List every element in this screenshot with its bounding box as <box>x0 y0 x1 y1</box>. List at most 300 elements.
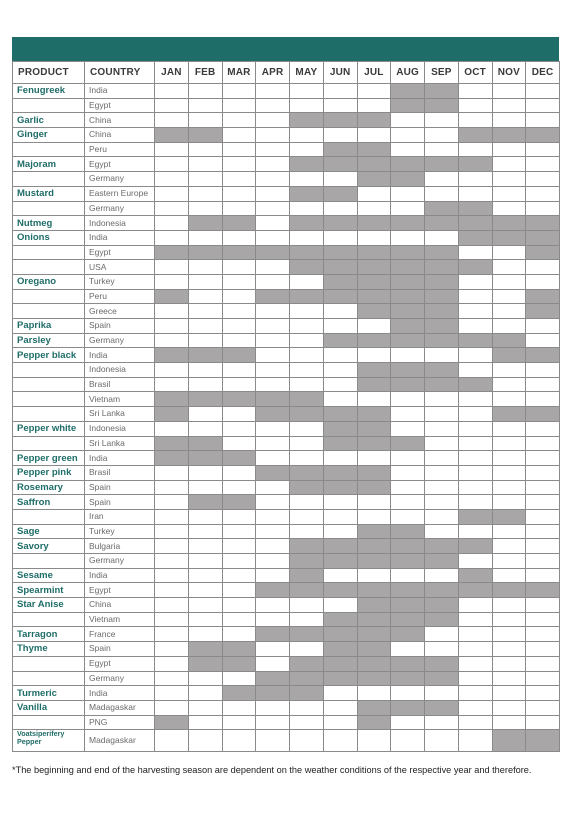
harvest-cell <box>155 98 189 113</box>
harvest-cell <box>256 451 290 466</box>
harvest-cell <box>526 480 560 495</box>
harvest-cell <box>155 642 189 657</box>
harvest-cell-active <box>357 289 391 304</box>
country-cell: Sri Lanka <box>85 407 155 422</box>
harvest-cell <box>458 451 492 466</box>
harvest-cell-active <box>391 554 425 569</box>
harvest-cell <box>492 598 526 613</box>
table-row <box>13 421 560 436</box>
product-cell <box>13 289 85 304</box>
country-cell: Turkey <box>85 524 155 539</box>
harvest-cell <box>526 436 560 451</box>
table-row <box>13 612 560 627</box>
harvest-cell-active <box>155 245 189 260</box>
harvest-cell-active <box>256 407 290 422</box>
harvest-cell <box>391 686 425 701</box>
harvest-cell <box>256 642 290 657</box>
country-cell: India <box>85 348 155 363</box>
product-cell: Star Anise <box>13 598 85 613</box>
table-row <box>13 656 560 671</box>
country-cell: Peru <box>85 142 155 157</box>
harvest-cell <box>256 436 290 451</box>
harvest-cell <box>155 113 189 128</box>
harvest-cell <box>425 230 459 245</box>
harvest-cell <box>188 377 222 392</box>
harvest-cell <box>458 554 492 569</box>
harvest-cell <box>256 656 290 671</box>
harvest-cell <box>526 201 560 216</box>
country-cell: Germany <box>85 554 155 569</box>
harvest-cell <box>492 201 526 216</box>
harvest-cell-active <box>323 421 357 436</box>
harvest-cell <box>323 377 357 392</box>
harvest-cell <box>188 568 222 583</box>
harvest-cell-active <box>256 465 290 480</box>
harvest-cell <box>492 656 526 671</box>
harvest-cell <box>222 480 256 495</box>
harvest-cell <box>323 84 357 99</box>
country-cell: Peru <box>85 289 155 304</box>
harvest-cell <box>526 319 560 334</box>
harvest-cell-active <box>526 348 560 363</box>
harvest-cell <box>256 377 290 392</box>
harvest-cell-active <box>256 686 290 701</box>
table-row <box>13 98 560 113</box>
harvest-cell <box>188 583 222 598</box>
country-cell: Indonesia <box>85 363 155 378</box>
harvest-cell-active <box>526 730 560 752</box>
harvest-cell <box>256 612 290 627</box>
harvest-cell <box>256 509 290 524</box>
harvest-cell-active <box>391 245 425 260</box>
harvest-cell <box>290 642 324 657</box>
harvest-cell-active <box>290 583 324 598</box>
country-cell: Germany <box>85 671 155 686</box>
harvest-cell <box>526 172 560 187</box>
harvest-cell-active <box>492 509 526 524</box>
harvest-cell <box>492 539 526 554</box>
harvest-cell-active <box>526 407 560 422</box>
harvest-cell-active <box>391 84 425 99</box>
harvest-cell-active <box>222 495 256 510</box>
harvest-cell <box>290 230 324 245</box>
table-row <box>13 480 560 495</box>
harvest-cell <box>526 98 560 113</box>
country-cell: Egypt <box>85 98 155 113</box>
harvest-cell-active <box>256 392 290 407</box>
table-row <box>13 568 560 583</box>
harvest-cell-active <box>290 113 324 128</box>
harvest-cell <box>526 539 560 554</box>
harvest-cell <box>425 642 459 657</box>
harvest-cell <box>323 451 357 466</box>
product-cell: Saffron <box>13 495 85 510</box>
harvest-cell <box>458 245 492 260</box>
harvest-cell <box>458 348 492 363</box>
harvest-cell <box>256 598 290 613</box>
harvest-cell <box>526 392 560 407</box>
harvest-cell <box>458 392 492 407</box>
country-cell: Indonesia <box>85 216 155 231</box>
harvest-cell <box>458 172 492 187</box>
harvest-cell <box>222 128 256 143</box>
country-cell: Bulgaria <box>85 539 155 554</box>
harvest-cell <box>188 113 222 128</box>
harvest-cell <box>222 363 256 378</box>
harvest-cell <box>526 671 560 686</box>
harvest-cell <box>391 715 425 730</box>
harvest-cell <box>391 407 425 422</box>
country-cell: Egypt <box>85 157 155 172</box>
harvest-cell-active <box>188 656 222 671</box>
harvest-cell <box>155 686 189 701</box>
harvest-cell <box>290 524 324 539</box>
harvest-cell <box>425 451 459 466</box>
harvest-cell-active <box>290 245 324 260</box>
harvest-cell <box>526 363 560 378</box>
country-cell: Turkey <box>85 274 155 289</box>
harvest-cell <box>222 289 256 304</box>
harvest-cell <box>155 524 189 539</box>
harvest-cell <box>290 319 324 334</box>
harvest-cell <box>155 700 189 715</box>
harvest-cell-active <box>425 245 459 260</box>
harvest-cell <box>323 201 357 216</box>
table-row <box>13 465 560 480</box>
table-row <box>13 509 560 524</box>
harvest-cell <box>256 333 290 348</box>
harvest-cell <box>323 730 357 752</box>
harvest-cell <box>458 612 492 627</box>
harvest-cell <box>222 98 256 113</box>
harvest-cell-active <box>391 700 425 715</box>
harvest-cell <box>458 421 492 436</box>
harvest-cell-active <box>290 686 324 701</box>
harvest-cell <box>323 700 357 715</box>
harvest-cell <box>256 201 290 216</box>
harvest-cell <box>256 715 290 730</box>
harvest-cell-active <box>357 172 391 187</box>
harvest-cell <box>492 260 526 275</box>
harvest-cell <box>222 142 256 157</box>
harvest-cell-active <box>188 216 222 231</box>
harvest-cell <box>458 730 492 752</box>
harvest-cell-active <box>357 274 391 289</box>
harvest-cell-active <box>188 392 222 407</box>
harvest-cell <box>526 642 560 657</box>
harvest-cell-active <box>492 583 526 598</box>
harvest-cell-active <box>256 671 290 686</box>
table-row <box>13 598 560 613</box>
harvest-cell-active <box>492 216 526 231</box>
harvest-cell <box>492 245 526 260</box>
harvest-cell-active <box>357 377 391 392</box>
col-header-month: JAN <box>155 62 189 84</box>
harvest-cell-active <box>222 392 256 407</box>
harvest-cell <box>155 260 189 275</box>
harvest-cell <box>155 730 189 752</box>
table-row <box>13 245 560 260</box>
product-cell <box>13 407 85 422</box>
harvest-cell <box>256 363 290 378</box>
harvest-cell <box>391 480 425 495</box>
table-row <box>13 157 560 172</box>
harvest-cell <box>155 319 189 334</box>
harvest-cell <box>188 554 222 569</box>
harvest-cell-active <box>425 274 459 289</box>
harvest-cell-active <box>526 128 560 143</box>
harvest-cell-active <box>425 700 459 715</box>
harvest-cell <box>256 524 290 539</box>
harvest-cell <box>222 436 256 451</box>
harvest-cell <box>188 524 222 539</box>
harvest-cell <box>492 421 526 436</box>
harvest-cell-active <box>188 495 222 510</box>
harvest-cell <box>155 612 189 627</box>
harvest-cell <box>222 84 256 99</box>
harvest-cell-active <box>425 656 459 671</box>
harvest-cell-active <box>492 128 526 143</box>
harvest-cell <box>155 377 189 392</box>
harvest-cell-active <box>425 377 459 392</box>
product-cell <box>13 656 85 671</box>
harvest-cell <box>222 730 256 752</box>
harvest-cell <box>188 186 222 201</box>
harvest-cell-active <box>290 392 324 407</box>
harvest-cell <box>425 495 459 510</box>
harvest-cell-active <box>290 480 324 495</box>
harvest-cell <box>391 465 425 480</box>
harvest-cell-active <box>357 524 391 539</box>
harvest-cell <box>290 128 324 143</box>
harvest-cell <box>458 84 492 99</box>
harvest-cell <box>357 84 391 99</box>
country-cell: Brasil <box>85 465 155 480</box>
harvest-cell <box>425 172 459 187</box>
harvest-cell <box>155 304 189 319</box>
harvest-cell <box>323 98 357 113</box>
harvest-cell <box>492 554 526 569</box>
harvest-cell-active <box>526 583 560 598</box>
harvest-cell <box>188 319 222 334</box>
col-header-product: PRODUCT <box>13 62 85 84</box>
harvest-cell-active <box>391 216 425 231</box>
harvest-cell-active <box>391 304 425 319</box>
product-cell <box>13 304 85 319</box>
harvest-cell-active <box>425 671 459 686</box>
harvest-cell <box>290 730 324 752</box>
table-row <box>13 700 560 715</box>
harvest-cell <box>155 333 189 348</box>
harvest-cell-active <box>357 612 391 627</box>
harvest-cell <box>492 377 526 392</box>
harvest-cell <box>290 612 324 627</box>
harvest-cell <box>256 128 290 143</box>
country-cell: India <box>85 84 155 99</box>
harvest-cell-active <box>425 304 459 319</box>
harvest-cell <box>188 539 222 554</box>
harvest-cell <box>492 274 526 289</box>
harvest-cell <box>188 157 222 172</box>
harvest-cell-active <box>391 377 425 392</box>
harvest-cell <box>290 98 324 113</box>
harvest-cell-active <box>357 554 391 569</box>
harvest-cell <box>526 260 560 275</box>
harvest-cell-active <box>323 407 357 422</box>
harvest-cell <box>458 407 492 422</box>
harvest-cell-active <box>290 407 324 422</box>
harvest-cell <box>290 84 324 99</box>
harvest-cell-active <box>222 656 256 671</box>
harvest-cell-active <box>391 436 425 451</box>
harvest-cell <box>290 451 324 466</box>
product-cell <box>13 201 85 216</box>
harvest-cell-active <box>323 186 357 201</box>
harvest-cell-active <box>323 627 357 642</box>
harvest-cell <box>222 157 256 172</box>
harvest-cell <box>357 495 391 510</box>
harvest-cell <box>357 230 391 245</box>
harvest-cell-active <box>188 245 222 260</box>
harvest-cell <box>290 495 324 510</box>
harvest-cell <box>155 671 189 686</box>
harvest-cell <box>290 421 324 436</box>
harvest-cell <box>357 509 391 524</box>
harvest-cell <box>188 230 222 245</box>
harvest-cell <box>323 128 357 143</box>
harvest-cell <box>425 480 459 495</box>
harvest-cell <box>323 172 357 187</box>
harvest-cell <box>492 700 526 715</box>
harvest-cell-active <box>526 230 560 245</box>
harvest-cell <box>526 554 560 569</box>
harvest-cell <box>357 319 391 334</box>
harvest-cell <box>155 157 189 172</box>
harvest-cell <box>155 495 189 510</box>
harvest-cell <box>290 274 324 289</box>
harvest-cell <box>256 186 290 201</box>
harvest-cell <box>526 509 560 524</box>
harvest-cell <box>458 186 492 201</box>
harvest-cell <box>526 700 560 715</box>
harvest-cell <box>256 495 290 510</box>
table-row <box>13 671 560 686</box>
harvest-cell <box>188 84 222 99</box>
harvest-cell <box>188 598 222 613</box>
table-row <box>13 451 560 466</box>
harvest-cell-active <box>458 128 492 143</box>
harvest-cell-active <box>458 377 492 392</box>
table-row <box>13 333 560 348</box>
harvest-cell-active <box>357 260 391 275</box>
table-row <box>13 84 560 99</box>
col-header-month: DEC <box>526 62 560 84</box>
product-cell: Mustard <box>13 186 85 201</box>
harvest-cell <box>458 304 492 319</box>
col-header-month: SEP <box>425 62 459 84</box>
harvest-cell-active <box>391 98 425 113</box>
table-row <box>13 216 560 231</box>
harvest-cell <box>222 319 256 334</box>
harvest-cell-active <box>155 715 189 730</box>
harvest-cell <box>290 304 324 319</box>
footnote: *The beginning and end of the harvesting season are dependent on the weather conditions of the respective year and therefore. <box>12 765 532 775</box>
harvest-cell-active <box>290 656 324 671</box>
harvest-cell <box>492 686 526 701</box>
harvest-cell-active <box>425 84 459 99</box>
harvest-cell <box>492 157 526 172</box>
harvest-cell <box>391 348 425 363</box>
product-cell: Fenugreek <box>13 84 85 99</box>
country-cell: Vietnam <box>85 392 155 407</box>
harvest-cell <box>458 465 492 480</box>
harvest-cell <box>492 436 526 451</box>
harvest-cell-active <box>188 436 222 451</box>
harvest-cell <box>188 289 222 304</box>
harvest-cell <box>222 407 256 422</box>
harvest-cell <box>526 715 560 730</box>
table-row <box>13 363 560 378</box>
harvest-cell <box>290 436 324 451</box>
harvest-cell <box>188 142 222 157</box>
country-cell: India <box>85 686 155 701</box>
harvest-cell <box>222 554 256 569</box>
table-row <box>13 274 560 289</box>
harvest-cell <box>323 363 357 378</box>
harvest-cell <box>425 509 459 524</box>
harvest-cell <box>256 348 290 363</box>
table-row <box>13 201 560 216</box>
harvest-cell-active <box>188 128 222 143</box>
harvest-cell-active <box>222 216 256 231</box>
table-row <box>13 642 560 657</box>
harvest-cell <box>526 656 560 671</box>
harvest-cell <box>492 627 526 642</box>
harvest-cell <box>222 260 256 275</box>
harvest-cell <box>155 142 189 157</box>
harvest-cell <box>188 172 222 187</box>
harvest-cell <box>458 436 492 451</box>
harvest-cell-active <box>323 157 357 172</box>
harvest-cell <box>391 392 425 407</box>
harvest-cell-active <box>391 583 425 598</box>
table-row <box>13 186 560 201</box>
table-row <box>13 260 560 275</box>
table-row <box>13 392 560 407</box>
harvest-cell <box>425 113 459 128</box>
harvest-cell-active <box>256 245 290 260</box>
harvest-cell <box>492 495 526 510</box>
product-cell: Pepper pink <box>13 465 85 480</box>
harvest-cell <box>290 715 324 730</box>
country-cell: PNG <box>85 715 155 730</box>
harvest-cell <box>492 304 526 319</box>
harvest-cell <box>458 715 492 730</box>
harvest-cell-active <box>425 260 459 275</box>
harvest-cell <box>290 509 324 524</box>
harvest-cell <box>425 568 459 583</box>
col-header-month: JUL <box>357 62 391 84</box>
harvest-cell-active <box>425 363 459 378</box>
harvest-cell <box>391 142 425 157</box>
harvest-cell-active <box>256 627 290 642</box>
harvest-cell <box>492 568 526 583</box>
harvest-cell <box>391 568 425 583</box>
country-cell: Spain <box>85 495 155 510</box>
harvest-cell <box>188 700 222 715</box>
harvest-cell-active <box>323 583 357 598</box>
harvest-cell <box>425 627 459 642</box>
